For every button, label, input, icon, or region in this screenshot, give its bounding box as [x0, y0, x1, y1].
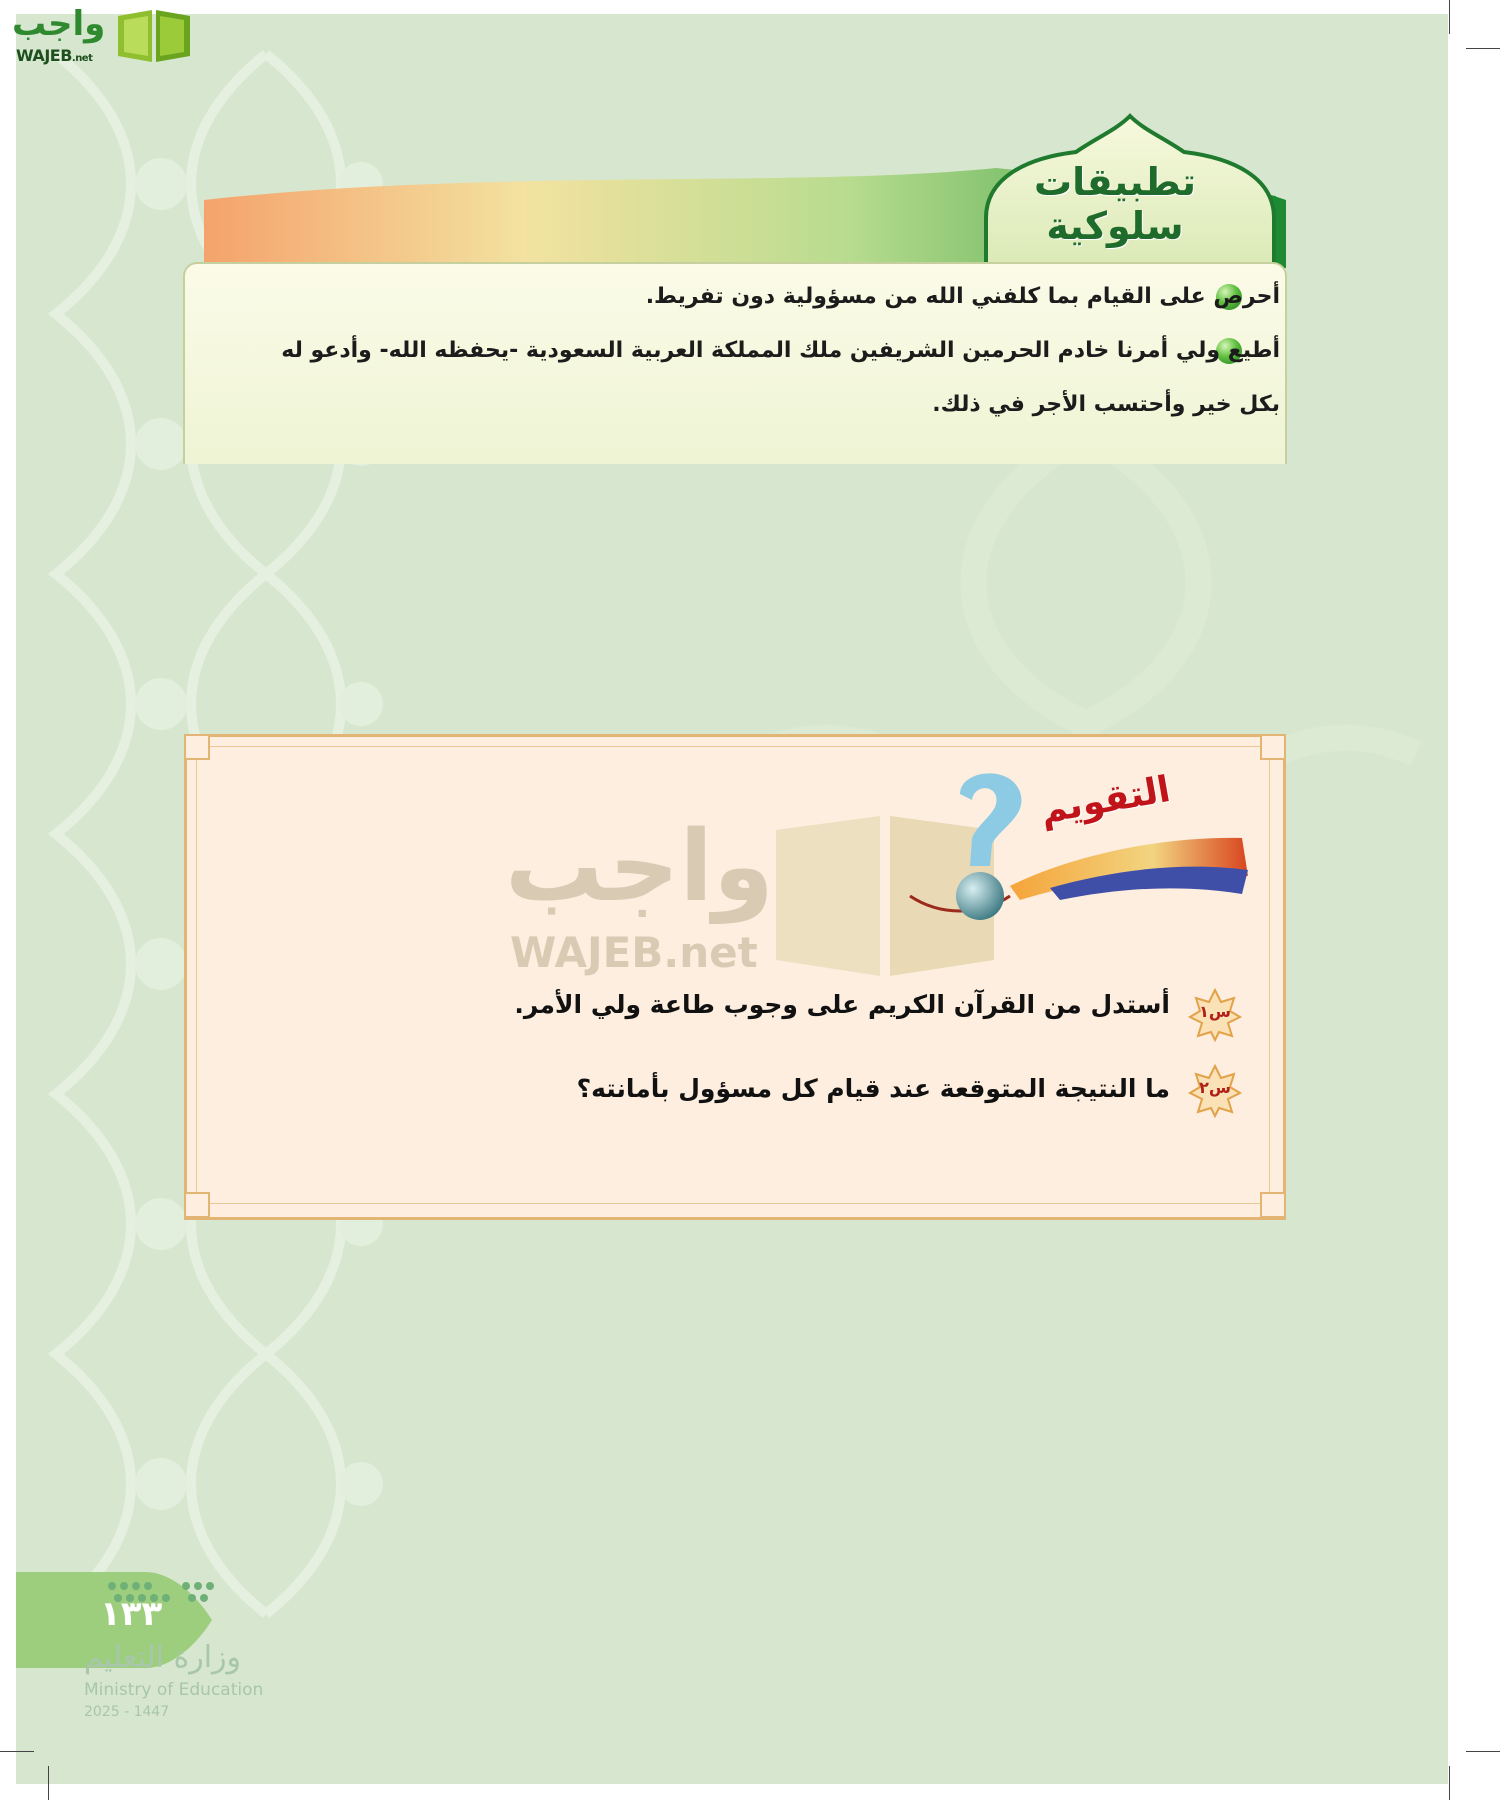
evaluation-title: التقويم [1037, 768, 1174, 833]
question-text: ما النتيجة المتوقعة عند قيام كل مسؤول بأمانته؟ [576, 1074, 1170, 1103]
crop-mark [1466, 48, 1500, 49]
watermark-text-en: WAJEB.net [510, 928, 758, 977]
ministry-name-en: Ministry of Education [84, 1680, 264, 1700]
crop-mark [0, 1751, 34, 1752]
logo-name-ar: واجب [12, 4, 106, 44]
book-icon [114, 6, 194, 66]
behavioral-item: أطيع ولي أمرنا خادم الحرمين الشريفين ملك المملكة العربية السعودية -يحفظه الله- وأدعو له بكل خير وأحتسب الأجر في ذلك. [281, 338, 1280, 417]
question-text: أستدل من القرآن الكريم على وجوب طاعة ولي الأمر. [514, 990, 1170, 1019]
page-number: ١٣٣ [100, 1594, 163, 1634]
wajeb-logo[interactable] [6, 4, 196, 68]
crop-mark [1449, 1766, 1450, 1800]
crop-mark [1449, 0, 1450, 34]
section-title-behavioral: تطبيقات سلوكية [1033, 160, 1197, 248]
watermark-text-ar: واجب [505, 810, 774, 924]
frame-corner [1260, 1192, 1286, 1218]
crop-mark [1466, 1751, 1500, 1752]
edition-year: 2025 - 1447 [84, 1704, 170, 1720]
crop-mark [48, 1766, 49, 1800]
behavioral-item: أحرص على القيام بما كلفني الله من مسؤولية دون تفريط. [645, 284, 1280, 309]
ministry-name-ar: وزارة التعليم [84, 1640, 242, 1675]
frame-corner [184, 734, 210, 760]
question-badge: س١ [1188, 988, 1242, 1042]
frame-corner [184, 1192, 210, 1218]
question-badge: س٢ [1188, 1064, 1242, 1118]
frame-corner [1260, 734, 1286, 760]
logo-name-en: WAJEB.net [16, 46, 93, 65]
